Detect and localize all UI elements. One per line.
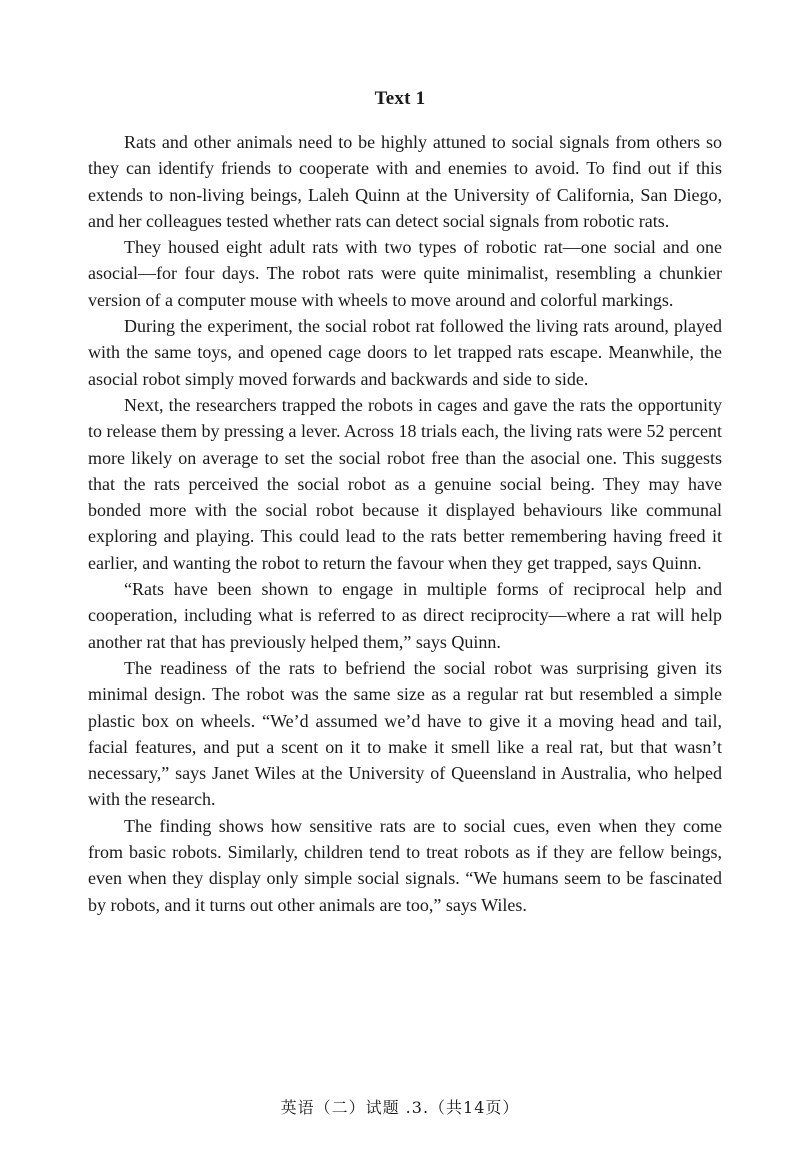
paragraph-5: “Rats have been shown to engage in multiple forms of reciprocal help and cooperation, including what is referred to as direct reciprocity—where a rat will help another rat that has previously helped them,” says Quinn. <box>88 579 722 652</box>
paragraph-2: They housed eight adult rats with two types of robotic rat—one social and one asocial—for four days. The robot rats were quite minimalist, resembling a chunkier version of a computer mouse with wheels to move around and colorful markings. <box>88 237 722 310</box>
text-title: Text 1 <box>374 88 426 109</box>
paragraph-1: Rats and other animals need to be highly attuned to social signals from others so they can identify friends to cooperate with and enemies to avoid. To find out if this extends to non-living beings, Laleh Quinn at the University of California, San Diego, and her colleagues tested whether rats can detect social signals from robotic rats. <box>88 132 722 231</box>
paragraph-4: Next, the researchers trapped the robots in cages and gave the rats the opportunity to release them by pressing a lever. Across 18 trials each, the living rats were 52 percent more likely on average to set the social robot free than the asocial one. This suggests that the rats perceived the social robot as a genuine social being. They may have bonded more with the social robot because it displayed behaviours like communal exploring and playing. This could lead to the rats better remembering having freed it earlier, and wanting the robot to return the favour when they get trapped, says Quinn. <box>88 394 722 573</box>
passage-body <box>88 129 722 918</box>
paragraph-3: During the experiment, the social robot rat followed the living rats around, played with the same toys, and opened cage doors to let trapped rats escape. Meanwhile, the asocial robot simply moved forwards and backwards and side to side. <box>88 316 722 389</box>
paragraph-6: The readiness of the rats to befriend the social robot was surprising given its minimal design. The robot was the same size as a regular rat but resembled a simple plastic box on wheels. “We’d assumed we’d have to give it a moving head and tail, facial features, and put a scent on it to make it smell like a real rat, but that wasn’t necessary,” says Janet Wiles at the University of Queensland in Australia, who helped with the research. <box>88 657 722 810</box>
page-footer: 英语（二）试题 .3.（共14页） <box>280 1098 520 1117</box>
paragraph-7: The finding shows how sensitive rats are to social cues, even when they come from basic robots. Similarly, children tend to treat robots as if they are fellow beings, even when they display only simple social signals. “We humans seem to be fascinated by robots, and it turns out other animals are too,” says Wiles. <box>88 815 722 915</box>
